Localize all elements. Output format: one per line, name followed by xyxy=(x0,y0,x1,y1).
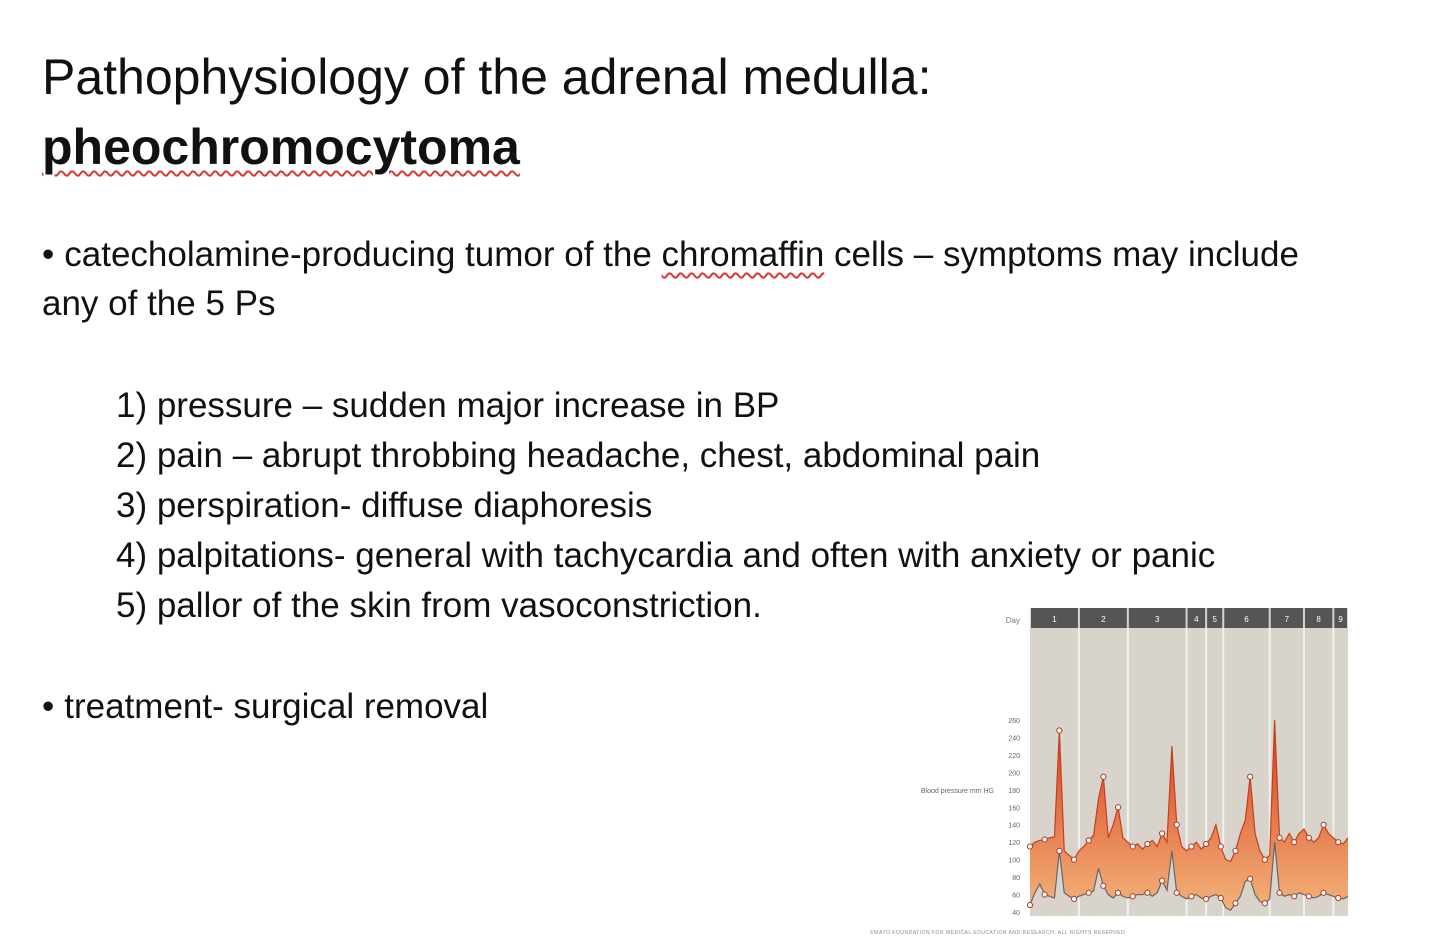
diastolic-point xyxy=(1189,894,1194,899)
day-label: 4 xyxy=(1194,615,1199,624)
diastolic-point xyxy=(1042,892,1047,897)
diastolic-point xyxy=(1115,890,1120,895)
diastolic-point xyxy=(1130,894,1135,899)
systolic-point xyxy=(1027,844,1032,849)
diastolic-point xyxy=(1248,876,1253,881)
diastolic-point xyxy=(1336,895,1341,900)
systolic-point xyxy=(1115,805,1120,810)
y-tick-label: 40 xyxy=(1012,910,1020,917)
diastolic-point xyxy=(1262,901,1267,906)
systolic-point xyxy=(1336,840,1341,845)
y-tick-label: 220 xyxy=(1008,752,1020,760)
bullet-dot: • xyxy=(42,235,55,274)
diastolic-point xyxy=(1057,848,1062,853)
diastolic-point xyxy=(1292,894,1297,899)
blood-pressure-chart xyxy=(870,600,1360,925)
diastolic-point xyxy=(1204,896,1209,901)
list-item: 1) pressure – sudden major increase in BP xyxy=(116,386,780,425)
day-label: 8 xyxy=(1316,615,1321,624)
bullet2-text: treatment- surgical removal xyxy=(64,687,489,726)
diastolic-point xyxy=(1071,896,1076,901)
bullet1-suffix: cells – symptoms may include any of the 5 Ps xyxy=(42,235,1299,323)
systolic-point xyxy=(1262,857,1267,862)
list-item: 3) perspiration- diffuse diaphoresis xyxy=(116,486,653,525)
y-tick-label: 60 xyxy=(1012,892,1020,900)
list-item: 4) palpitations- general with tachycardia and often with anxiety or panic xyxy=(116,536,1216,575)
bullet-dot: • xyxy=(42,687,55,726)
bullet1-keyword: chromaffin xyxy=(661,235,825,274)
y-tick-label: 240 xyxy=(1008,735,1020,743)
day-label: 3 xyxy=(1154,615,1160,624)
systolic-point xyxy=(1130,844,1135,849)
y-tick-label: 80 xyxy=(1012,875,1020,883)
systolic-point xyxy=(1174,822,1179,827)
diastolic-point xyxy=(1174,890,1179,895)
systolic-point xyxy=(1042,837,1047,842)
bullet-definition xyxy=(42,230,1362,328)
systolic-point xyxy=(1071,857,1076,862)
title-line-2 xyxy=(42,112,931,182)
day-label: 6 xyxy=(1244,615,1249,624)
diastolic-point xyxy=(1321,890,1326,895)
diastolic-point xyxy=(1306,894,1311,899)
day-label: 9 xyxy=(1338,615,1343,624)
systolic-point xyxy=(1159,831,1164,836)
systolic-point xyxy=(1292,840,1297,845)
systolic-point xyxy=(1306,835,1311,840)
diastolic-point xyxy=(1159,878,1164,883)
systolic-point xyxy=(1189,844,1194,849)
x-axis-label: Day xyxy=(1005,616,1020,625)
y-tick-label: 200 xyxy=(1008,770,1020,778)
list-item: 2) pain – abrupt throbbing headache, chest, abdominal pain xyxy=(116,436,1041,475)
systolic-point xyxy=(1101,774,1106,779)
systolic-point xyxy=(1277,835,1282,840)
y-tick-label: 160 xyxy=(1008,805,1020,813)
day-label: 1 xyxy=(1052,615,1057,624)
y-tick-label: 120 xyxy=(1008,840,1020,848)
y-tick-label: 180 xyxy=(1008,787,1020,795)
systolic-point xyxy=(1057,728,1062,733)
y-tick-label: 260 xyxy=(1008,718,1020,725)
systolic-point xyxy=(1204,841,1209,846)
title-keyword: pheochromocytoma xyxy=(42,119,520,175)
systolic-point xyxy=(1218,844,1223,849)
title-line-1: Pathophysiology of the adrenal medulla: xyxy=(42,49,932,105)
y-tick-label: 100 xyxy=(1008,857,1020,865)
day-label: 5 xyxy=(1212,615,1217,624)
five-ps-list xyxy=(116,381,1215,631)
y-tick-label: 140 xyxy=(1008,822,1020,830)
systolic-point xyxy=(1233,848,1238,853)
systolic-point xyxy=(1248,774,1253,779)
y-axis-label: Blood pressure mm HG xyxy=(920,787,994,795)
systolic-point xyxy=(1086,838,1091,843)
day-label: 7 xyxy=(1284,615,1290,624)
diastolic-point xyxy=(1086,890,1091,895)
list-item: 5) pallor of the skin from vasoconstriction. xyxy=(116,586,762,625)
copyright-note: ©MAYO FOUNDATION FOR MEDICAL EDUCATION AND RESEARCH. ALL RIGHTS RESERVED. xyxy=(870,930,1127,936)
diastolic-point xyxy=(1145,890,1150,895)
slide-title xyxy=(42,42,931,182)
diastolic-point xyxy=(1027,902,1032,907)
systolic-point xyxy=(1145,841,1150,846)
diastolic-point xyxy=(1277,890,1282,895)
diastolic-point xyxy=(1233,901,1238,906)
diastolic-point xyxy=(1218,895,1223,900)
systolic-point xyxy=(1321,822,1326,827)
diastolic-point xyxy=(1101,883,1106,888)
bullet1-prefix: catecholamine-producing tumor of the xyxy=(64,235,662,274)
day-label: 2 xyxy=(1101,615,1106,624)
